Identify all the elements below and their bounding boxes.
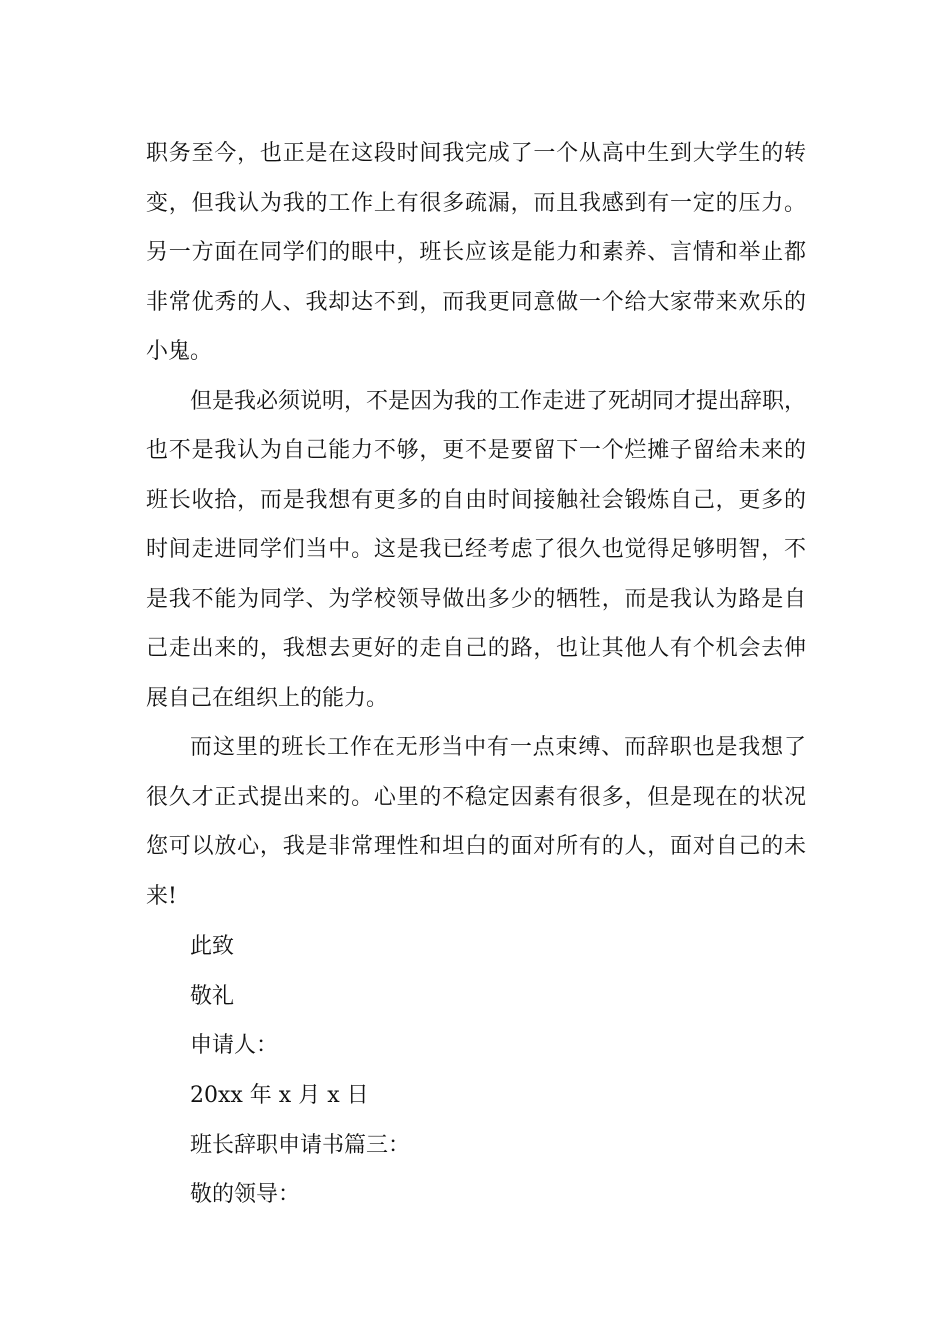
paragraph-2-line-6: 己走出来的，我想去更好的走自己的路，也让其他人有个机会去伸 [146, 636, 806, 661]
section-title: 班长辞职申请书篇三： [190, 1132, 411, 1158]
paragraph-1-line-1: 职务至今，也正是在这段时间我完成了一个从高中生到大学生的转 [146, 141, 806, 166]
paragraph-3-line-1: 而这里的班长工作在无形当中有一点束缚、而辞职也是我想了 [190, 735, 806, 760]
salutation-ci-zhi: 此致 [190, 934, 235, 959]
paragraph-2-line-2: 也不是我认为自己能力不够，更不是要留下一个烂摊子留给未来的 [146, 438, 806, 463]
letter-body [146, 129, 806, 921]
paragraph-1-line-3: 另一方面在同学们的眼中，班长应该是能力和素养、言情和举止都 [146, 240, 806, 265]
paragraph-1-line-2: 变，但我认为我的工作上有很多疏漏，而且我感到有一定的压力。 [146, 190, 806, 216]
paragraph-2-line-4: 时间走进同学们当中。这是我已经考虑了很久也觉得足够明智，不 [146, 537, 806, 562]
paragraph-3-line-3: 您可以放心，我是非常理性和坦白的面对所有的人，面对自己的未 [146, 834, 806, 859]
applicant-label: 申请人： [190, 1033, 279, 1059]
letter-closing [190, 922, 410, 1220]
greeting-line: 敬的领导： [190, 1182, 301, 1208]
paragraph-2-line-5: 是我不能为同学、为学校领导做出多少的牺牲，而是我认为路是自 [146, 586, 806, 612]
paragraph-2-line-7: 展自己在组织上的能力。 [146, 685, 389, 711]
paragraph-2-line-3: 班长收拾，而是我想有更多的自由时间接触社会锻炼自己，更多的 [146, 487, 806, 513]
paragraph-1-line-5: 小鬼。 [146, 339, 213, 364]
paragraph-3-line-4: 来! [146, 883, 177, 909]
paragraph-2-line-1: 但是我必须说明，不是因为我的工作走进了死胡同才提出辞职， [190, 388, 807, 414]
paragraph-3-line-2: 很久才正式提出来的。心里的不稳定因素有很多，但是现在的状况 [146, 784, 806, 810]
paragraph-1-line-4: 非常优秀的人、我却达不到，而我更同意做一个给大家带来欢乐的 [146, 289, 806, 315]
date-line: 20xx 年 x 月 x 日 [190, 1083, 369, 1109]
salutation-jing-li: 敬礼 [190, 983, 235, 1009]
